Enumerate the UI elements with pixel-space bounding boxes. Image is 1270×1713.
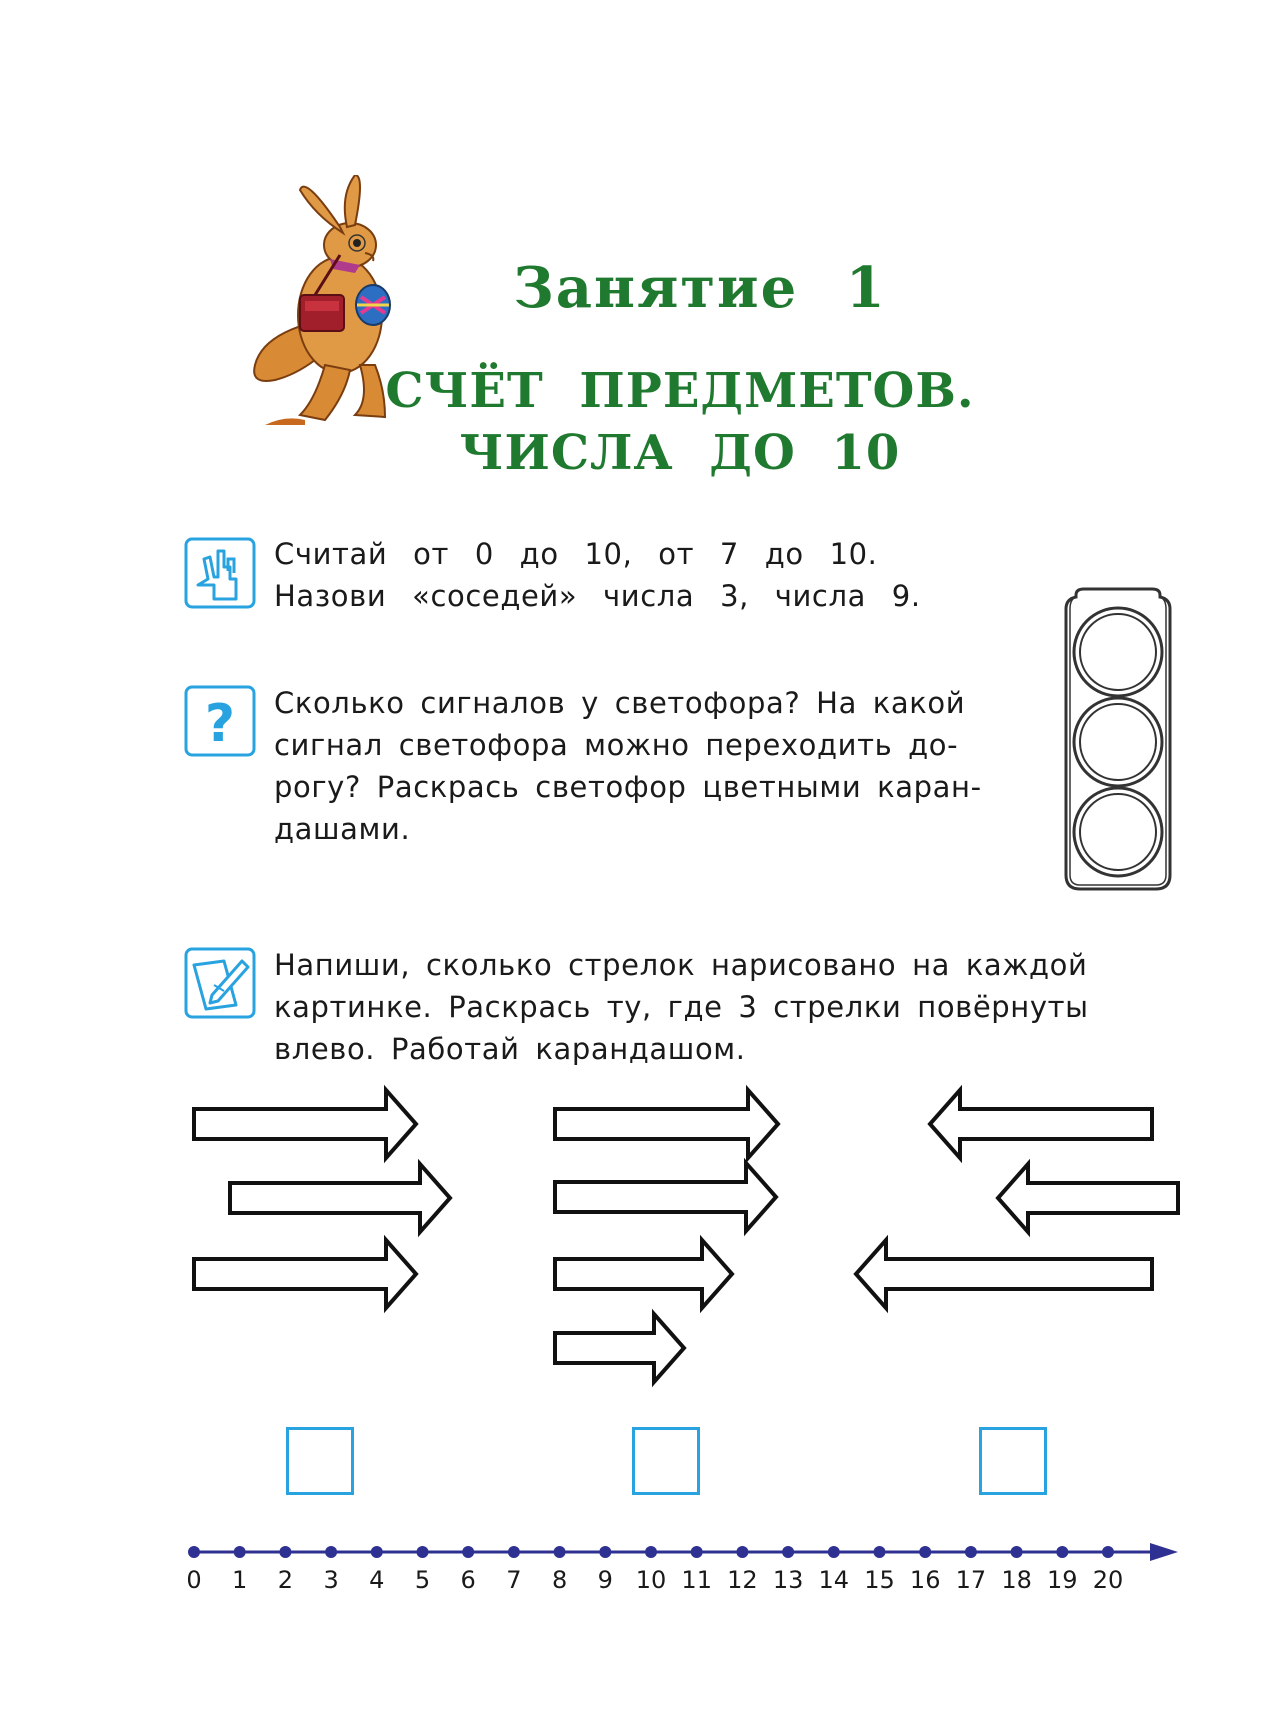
arrow-right-icon <box>555 1090 778 1158</box>
number-line-point <box>325 1546 337 1558</box>
traffic-light[interactable] <box>1062 585 1174 895</box>
number-line-label: 0 <box>186 1566 202 1594</box>
hand-counting-icon <box>184 537 256 609</box>
number-line-point <box>645 1546 657 1558</box>
number-line-label: 4 <box>369 1566 385 1594</box>
number-line-point <box>1056 1546 1068 1558</box>
number-line-label: 9 <box>597 1566 613 1594</box>
number-line-label: 20 <box>1092 1566 1124 1594</box>
arrow-left-icon <box>856 1240 1152 1308</box>
pencil-write-icon <box>184 947 256 1019</box>
signal-light-green[interactable] <box>1074 788 1162 876</box>
signal-light-red[interactable] <box>1074 608 1162 696</box>
number-line-point <box>1011 1546 1023 1558</box>
number-line-point <box>828 1546 840 1558</box>
lesson-label: Занятие 1 <box>513 255 887 321</box>
task-3-line: влево. Работай карандашом. <box>274 1032 746 1066</box>
number-line-point <box>554 1546 566 1558</box>
number-line-point <box>782 1546 794 1558</box>
arrow-right-icon <box>555 1314 684 1382</box>
task-1-line: Назови «соседей» числа 3, числа 9. <box>274 579 921 613</box>
number-line-label: 16 <box>909 1566 941 1594</box>
number-line-label: 11 <box>681 1566 712 1594</box>
question-mark-icon <box>184 685 256 757</box>
answer-box-right[interactable] <box>979 1427 1047 1495</box>
arrow-group-left-column[interactable] <box>194 1090 450 1308</box>
number-line-label: 13 <box>772 1566 804 1594</box>
number-line-point <box>919 1546 931 1558</box>
number-line-point <box>188 1546 200 1558</box>
number-line-point <box>234 1546 246 1558</box>
number-line-label: 17 <box>955 1566 987 1594</box>
number-line-point <box>691 1546 703 1558</box>
number-line-label: 19 <box>1047 1566 1078 1594</box>
number-line-point <box>417 1546 429 1558</box>
arrow-left-icon <box>930 1090 1152 1158</box>
number-line-label: 7 <box>506 1566 522 1594</box>
number-line-point <box>508 1546 520 1558</box>
lesson-title-line: СЧЁТ ПРЕДМЕТОВ. <box>385 363 975 419</box>
number-line-point <box>462 1546 474 1558</box>
lesson-title <box>380 360 980 484</box>
arrow-pictures <box>0 1080 1270 1400</box>
task-2-line: Сколько сигналов у светофора? На какой <box>274 686 966 720</box>
number-line-label: 10 <box>635 1566 667 1594</box>
svg-text:?: ? <box>204 694 236 754</box>
arrow-group-right-column[interactable] <box>856 1090 1178 1308</box>
number-line-label: 15 <box>864 1566 895 1594</box>
number-line-label: 18 <box>1001 1566 1032 1594</box>
number-line-point <box>874 1546 886 1558</box>
task-3-line: картинке. Раскрась ту, где 3 стрелки повёрнуты <box>274 990 1089 1024</box>
number-line-point <box>371 1546 383 1558</box>
number-line-label: 6 <box>460 1566 476 1594</box>
number-line-label: 8 <box>551 1566 568 1594</box>
number-line-point <box>1102 1546 1114 1558</box>
answer-box-left[interactable] <box>286 1427 354 1495</box>
number-line-label: 12 <box>727 1566 758 1594</box>
number-line-label: 1 <box>232 1566 248 1594</box>
number-line-arrow-icon <box>1150 1543 1178 1561</box>
number-line-label: 2 <box>277 1566 294 1594</box>
task-2-line: сигнал светофора можно переходить до- <box>274 728 959 762</box>
arrow-right-icon <box>194 1240 416 1308</box>
lesson-title-line: ЧИСЛА ДО 10 <box>459 425 901 481</box>
answer-box-middle[interactable] <box>632 1427 700 1495</box>
arrow-group-middle-column[interactable] <box>555 1090 778 1382</box>
number-line-point <box>279 1546 291 1558</box>
arrow-right-icon <box>230 1164 450 1232</box>
task-2-line: рогу? Раскрась светофор цветными каран- <box>274 770 982 804</box>
task-1-text <box>274 533 974 617</box>
task-2-line: дашами. <box>274 812 411 846</box>
task-2-text <box>274 682 1024 850</box>
number-line <box>0 1530 1270 1600</box>
number-line-point <box>599 1546 611 1558</box>
number-line-label: 5 <box>414 1566 431 1594</box>
arrow-right-icon <box>555 1240 732 1308</box>
arrow-left-icon <box>998 1164 1178 1232</box>
signal-light-yellow[interactable] <box>1074 698 1162 786</box>
task-3-text <box>274 944 1186 1070</box>
task-1-line: Считай от 0 до 10, от 7 до 10. <box>274 537 878 571</box>
arrow-right-icon <box>555 1163 776 1231</box>
arrow-right-icon <box>194 1090 416 1158</box>
number-line-label: 14 <box>818 1566 850 1594</box>
task-3-line: Напиши, сколько стрелок нарисовано на каждой <box>274 948 1088 982</box>
number-line-point <box>965 1546 977 1558</box>
number-line-label: 3 <box>323 1566 339 1594</box>
number-line-point <box>736 1546 748 1558</box>
